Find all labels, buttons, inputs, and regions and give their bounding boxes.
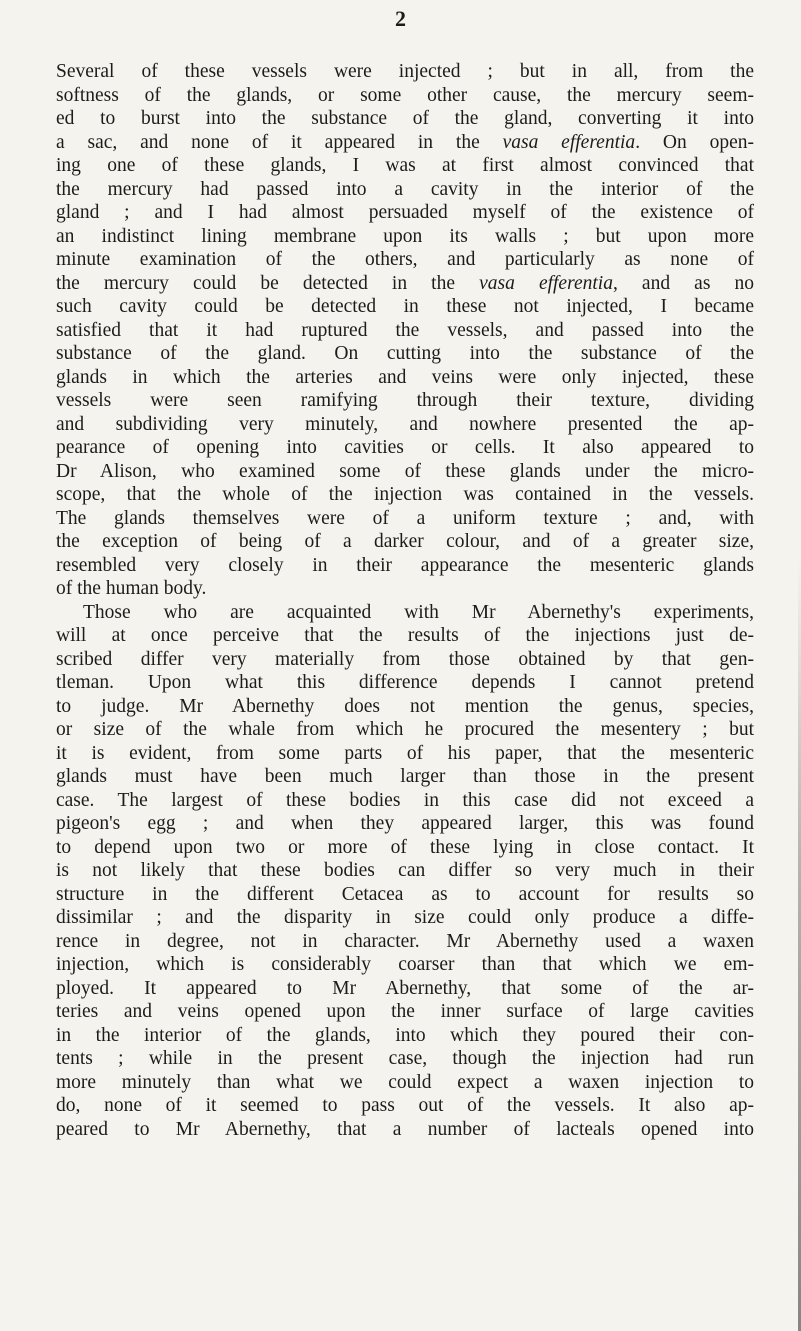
text-line: The glands themselves were of a uniform texture ; and, with: [56, 507, 754, 529]
text-line: Several of these vessels were injected ; but in all, from the: [56, 61, 754, 82]
text-line: ing one of these glands, I was at first almost convinced that: [56, 155, 754, 176]
text-line: case. The largest of these bodies in this case did not exceed a: [56, 789, 754, 811]
italic-term: vasa efferentia: [479, 272, 613, 294]
text-line: of the human body.: [56, 578, 207, 599]
text-line: softness of the glands, or some other cause, the mercury seem-: [56, 84, 754, 106]
text-line: Dr Alison, who examined some of these glands under the micro-: [56, 460, 754, 482]
text-line: scribed differ very materially from those obtained by that gen-: [56, 648, 754, 670]
text-line: the exception of being of a darker colour, and of a greater size,: [56, 531, 754, 552]
text-line: or size of the whale from which he procured the mesentery ; but: [56, 719, 754, 740]
text-line: substance of the gland. On cutting into the substance of the: [56, 343, 754, 364]
text-line: rence in degree, not in character. Mr Abernethy used a waxen: [56, 930, 754, 952]
body-text: [56, 60, 754, 1141]
text-line: do, none of it seemed to pass out of the vessels. It also ap-: [56, 1095, 754, 1116]
text-line: in the interior of the glands, into which they poured their con-: [56, 1024, 754, 1046]
text-line: minute examination of the others, and particularly as none of: [56, 249, 754, 270]
text-line: is not likely that these bodies can differ so very much in their: [56, 860, 754, 881]
text-line: an indistinct lining membrane upon its walls ; but upon more: [56, 225, 754, 247]
text-line: peared to Mr Abernethy, that a number of lacteals opened into: [56, 1118, 754, 1140]
text-line: pigeon's egg ; and when they appeared larger, this was found: [56, 813, 754, 834]
text-line: to judge. Mr Abernethy does not mention the genus, species,: [56, 695, 754, 717]
text-line: the mercury had passed into a cavity in the interior of the: [56, 178, 754, 200]
text-line: and subdividing very minutely, and nowhere presented the ap-: [56, 413, 754, 435]
italic-term: vasa efferentia: [502, 131, 636, 153]
text-line: structure in the different Cetacea as to account for results so: [56, 883, 754, 905]
text-line: a sac, and none of it appeared in the vasa efferentia. On open-: [56, 131, 754, 153]
text-line: more minutely than what we could expect a waxen injection to: [56, 1071, 754, 1093]
text-line: injection, which is considerably coarser than that which we em-: [56, 954, 754, 975]
text-line: glands must have been much larger than those in the present: [56, 766, 754, 787]
text-line: pearance of opening into cavities or cells. It also appeared to: [56, 437, 754, 458]
text-line: tleman. Upon what this difference depends I cannot pretend: [56, 672, 754, 693]
text-line: vessels were seen ramifying through their texture, dividing: [56, 390, 754, 411]
text-line: dissimilar ; and the disparity in size could only produce a diffe-: [56, 907, 754, 928]
text-line: Those who are acquainted with Mr Abernethy's experiments,: [83, 601, 754, 623]
text-line: gland ; and I had almost persuaded myself of the existence of: [56, 202, 754, 223]
text-line: glands in which the arteries and veins were only injected, these: [56, 366, 754, 388]
text-line: ployed. It appeared to Mr Abernethy, that some of the ar-: [56, 977, 754, 999]
page-number: 2: [395, 6, 406, 31]
text-line: satisfied that it had ruptured the vessels, and passed into the: [56, 319, 754, 341]
text-line: resembled very closely in their appearance the mesenteric glands: [56, 554, 754, 576]
text-line: teries and veins opened upon the inner surface of large cavities: [56, 1001, 754, 1022]
text-line: to depend upon two or more of these lying in close contact. It: [56, 836, 754, 858]
text-line: such cavity could be detected in these not injected, I became: [56, 296, 754, 317]
text-line: it is evident, from some parts of his paper, that the mesenteric: [56, 742, 754, 764]
text-line: ed to burst into the substance of the gland, converting it into: [56, 108, 754, 129]
text-line: will at once perceive that the results of the injections just de-: [56, 625, 754, 646]
text-line: the mercury could be detected in the vasa efferentia, and as no: [56, 272, 754, 294]
text-line: tents ; while in the present case, though the injection had run: [56, 1048, 754, 1069]
text-line: scope, that the whole of the injection was contained in the vessels.: [56, 484, 754, 505]
